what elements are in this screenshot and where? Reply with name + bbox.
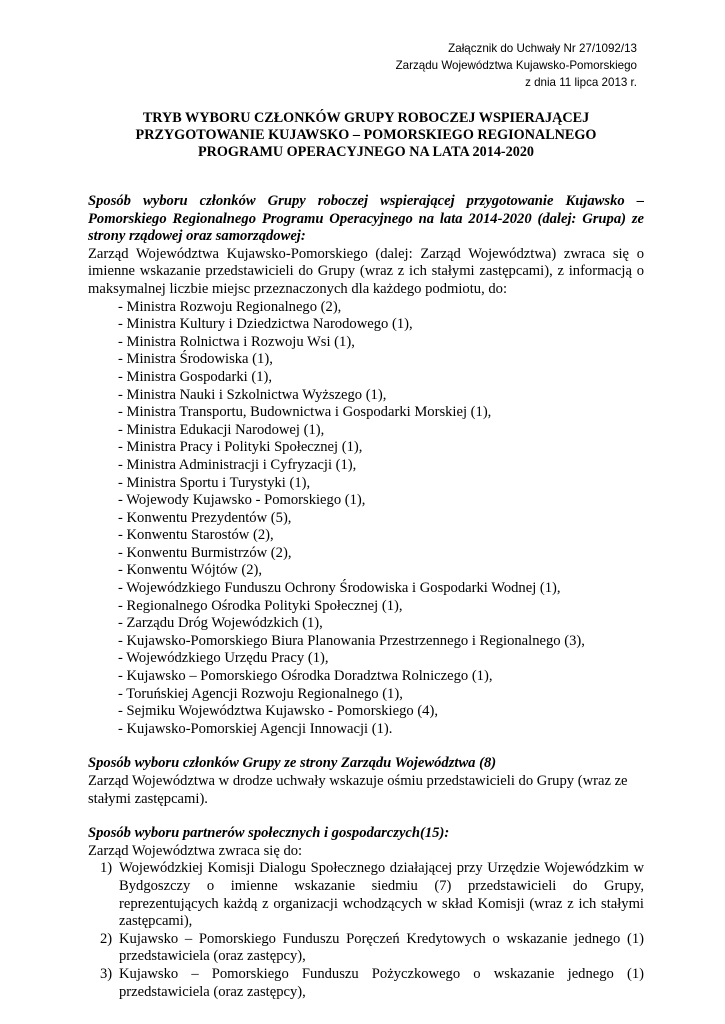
numbered-item: [88, 860, 644, 930]
numbered-item: [88, 931, 644, 966]
list-item: - Konwentu Prezydentów (5),: [118, 509, 292, 526]
list-item: - Konwentu Burmistrzów (2),: [118, 544, 292, 561]
list-item: - Zarządu Dróg Wojewódzkich (1),: [118, 615, 323, 632]
list-item: - Ministra Środowiska (1),: [118, 351, 273, 368]
spacer: [88, 738, 644, 755]
list-item: - Kujawsko – Pomorskiego Ośrodka Doradztwa Rolniczego (1),: [118, 668, 493, 685]
document-body: [88, 193, 644, 1001]
header-line-3: z dnia 11 lipca 2013 r.: [525, 76, 637, 89]
header-line-2: Zarządu Województwa Kujawsko-Pomorskiego: [395, 59, 637, 72]
title-line-1: TRYB WYBORU CZŁONKÓW GRUPY ROBOCZEJ WSPIERAJĄCEJ: [142, 110, 590, 126]
list-item: - Ministra Sportu i Turystyki (1),: [118, 474, 311, 491]
section-3-heading: Sposób wyboru partnerów społecznych i gospodarczych(15):: [88, 825, 450, 842]
document-title: [88, 110, 644, 161]
list-item: - Ministra Pracy i Polityki Społecznej (1),: [118, 439, 363, 456]
list-item: - Konwentu Starostów (2),: [118, 527, 274, 544]
document-header: [396, 40, 637, 91]
list-item: - Ministra Kultury i Dziedzictwa Narodowego (1),: [118, 316, 413, 333]
list-item: - Ministra Nauki i Szkolnictwa Wyższego (1),: [118, 386, 387, 403]
partner-list: [88, 860, 644, 1001]
list-item: - Konwentu Wójtów (2),: [118, 562, 263, 579]
section-3-intro: Zarząd Województwa zwraca się do:: [88, 842, 303, 859]
item-text: Wojewódzkiej Komisji Dialogu Społecznego działającej przy Urzędzie Wojewódzkim w Bydgoszczy o imienne wskazanie siedmiu (7) przedstawicieli do Grupy, reprezentujących każdą z organizacji wchodzących w skład Komisji (wraz z ich stałymi zastępcami),: [119, 860, 644, 930]
section-2-text: Zarząd Województwa w drodze uchwały wskazuje ośmiu przedstawicieli do Grupy (wraz ze stałymi zastępcami).: [88, 773, 628, 807]
list-item: - Sejmiku Województwa Kujawsko - Pomorskiego (4),: [118, 703, 438, 720]
item-number: 3): [100, 965, 113, 982]
list-item: - Ministra Edukacji Narodowej (1),: [118, 421, 325, 438]
section-1-heading: Sposób wyboru członków Grupy roboczej wspierającej przygotowanie Kujawsko – Pomorskiego Regionalnego Programu Operacyjnego na lata 2014-2020 (dalej: Grupa) ze strony rządowej oraz samorządowej:: [88, 193, 644, 245]
item-text: Kujawsko – Pomorskiego Funduszu Pożyczkowego o wskazanie jednego (1) przedstawiciela (oraz zastępcy),: [119, 965, 644, 1000]
title-line-2: PRZYGOTOWANIE KUJAWSKO – POMORSKIEGO REGIONALNEGO: [135, 127, 597, 143]
spacer: [88, 808, 644, 825]
item-number: 1): [100, 860, 113, 877]
list-item: - Ministra Administracji i Cyfryzacji (1),: [118, 456, 357, 473]
list-item: - Ministra Rolnictwa i Rozwoju Wsi (1),: [118, 333, 355, 350]
list-item: - Ministra Transportu, Budownictwa i Gospodarki Morskiej (1),: [118, 404, 492, 421]
institution-list: [88, 299, 644, 739]
section-1-intro: Zarząd Województwa Kujawsko-Pomorskiego (dalej: Zarząd Województwa) zwraca się o imienne wskazanie przedstawicieli do Grupy (wraz z ich stałymi zastępcami), z informacją o maksymalnej liczbie miejsc przeznaczonych dla każdego podmiotu, do:: [88, 245, 644, 297]
list-item: - Toruńskiej Agencji Rozwoju Regionalnego (1),: [118, 685, 403, 702]
list-item: - Wojewódzkiego Urzędu Pracy (1),: [118, 650, 329, 667]
title-line-3: PROGRAMU OPERACYJNEGO NA LATA 2014-2020: [197, 144, 535, 160]
header-line-1: Załącznik do Uchwały Nr 27/1092/13: [448, 42, 637, 55]
list-item: - Wojewody Kujawsko - Pomorskiego (1),: [118, 492, 366, 509]
item-text: Kujawsko – Pomorskiego Funduszu Poręczeń Kredytowych o wskazanie jednego (1) przedstawiciela (oraz zastępcy),: [119, 930, 644, 965]
item-number: 2): [100, 930, 113, 947]
list-item: - Kujawsko-Pomorskiego Biura Planowania Przestrzennego i Regionalnego (3),: [118, 632, 585, 649]
section-2-heading: Sposób wyboru członków Grupy ze strony Zarządu Województwa (8): [88, 755, 497, 772]
list-item: - Regionalnego Ośrodka Polityki Społecznej (1),: [118, 597, 403, 614]
list-item: - Ministra Rozwoju Regionalnego (2),: [118, 298, 342, 315]
list-item: - Kujawsko-Pomorskiej Agencji Innowacji (1).: [118, 720, 393, 737]
list-item: - Wojewódzkiego Funduszu Ochrony Środowiska i Gospodarki Wodnej (1),: [118, 580, 561, 597]
list-item: - Ministra Gospodarki (1),: [118, 368, 273, 385]
numbered-item: [88, 966, 644, 1001]
